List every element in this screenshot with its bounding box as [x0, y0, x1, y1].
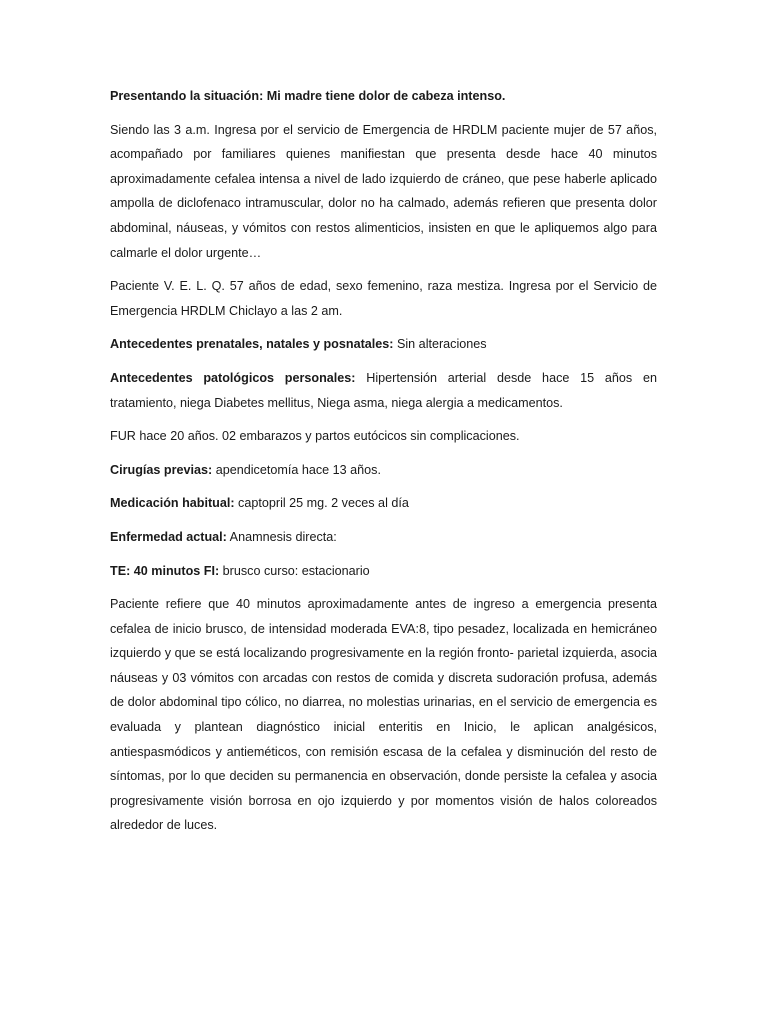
- te-label: TE: 40 minutos FI:: [110, 563, 220, 578]
- current-illness: [110, 525, 657, 550]
- surgeries-value: apendicetomía hace 13 años.: [212, 462, 381, 477]
- document-page: [110, 84, 657, 847]
- prenatal-label: Antecedentes prenatales, natales y posnatales:: [110, 337, 394, 352]
- pathological-value: Hipertensión arterial desde hace 15 años en tratamiento, niega Diabetes mellitus, Niega asma, niega alergia a medicamentos.: [110, 370, 657, 410]
- current-illness-value: Anamnesis directa:: [226, 529, 337, 544]
- current-illness-label: Enfermedad actual:: [110, 529, 227, 544]
- medication-value: captopril 25 mg. 2 veces al día: [234, 496, 409, 511]
- patient-paragraph: Paciente V. E. L. Q. 57 años de edad, sexo femenino, raza mestiza. Ingresa por el Servicio de Emergencia HRDLM Chiclayo a las 2 am.: [110, 279, 657, 318]
- pathological-label: Antecedentes patológicos personales:: [110, 370, 356, 385]
- pathological-history: [110, 366, 657, 415]
- fur-paragraph: FUR hace 20 años. 02 embarazos y partos eutócicos sin complicaciones.: [110, 429, 520, 444]
- prenatal-value: Sin alteraciones: [393, 337, 487, 352]
- prenatal-history: [110, 332, 657, 357]
- te-line: [110, 559, 657, 584]
- te-value: brusco curso: estacionario: [219, 563, 370, 578]
- document-title: Presentando la situación: Mi madre tiene dolor de cabeza intenso.: [110, 89, 506, 103]
- intro-paragraph: Siendo las 3 a.m. Ingresa por el servicio de Emergencia de HRDLM paciente mujer de 57 años, acompañado por familiares quienes manifiestan que presenta desde hace 40 minutos aproximadamente cefalea intensa a nivel de lado izquierdo de cráneo, que pese haberle aplicado ampolla de diclofenaco intramuscular, dolor no ha calmado, además refieren que presenta dolor abdominal, náuseas, y vómitos con restos alimenticios, insisten en que le apliquemos algo para calmarle el dolor urgente…: [110, 122, 657, 260]
- medication-label: Medicación habitual:: [110, 496, 235, 511]
- previous-surgeries: [110, 458, 657, 483]
- usual-medication: [110, 491, 657, 516]
- surgeries-label: Cirugías previas:: [110, 462, 213, 477]
- narrative-paragraph: Paciente refiere que 40 minutos aproximadamente antes de ingreso a emergencia presenta cefalea de inicio brusco, de intensidad moderada EVA:8, tipo pesadez, localizada en hemicráneo izquierdo y que se está localizando progresivamente en la región fronto- parietal izquierda, asocia náuseas y 03 vómitos con arcadas con restos de comida y discreta sudoración profusa, además de dolor abdominal tipo cólico, no diarrea, no molestias urinarias, en el servicio de emergencia es evaluada y plantean diagnóstico inicial enteritis en Inicio, le aplican analgésicos, antiespasmódicos y antieméticos, con remisión escasa de la cefalea y disminución del resto de síntomas, por lo que deciden su permanencia en observación, donde persiste la cefalea y asocia progresivamente visión borrosa en ojo izquierdo y por momentos visión de halos coloreados alrededor de luces.: [110, 597, 657, 833]
